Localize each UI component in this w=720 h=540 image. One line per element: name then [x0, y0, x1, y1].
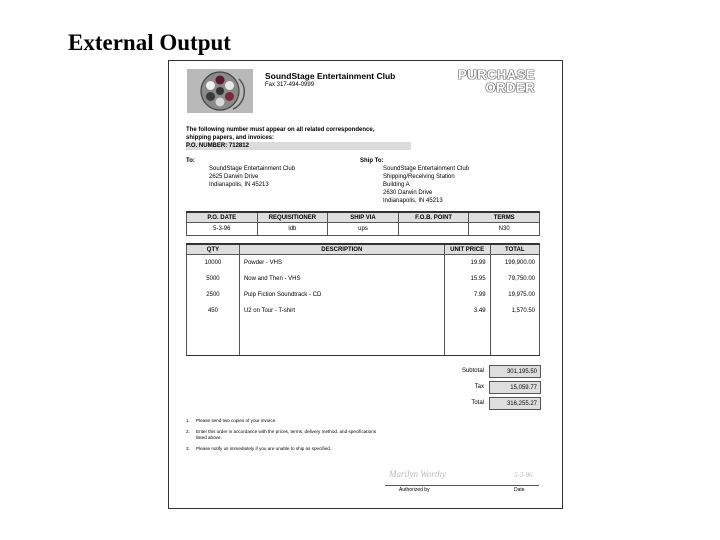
empty-cell [490, 319, 539, 356]
qty-cell: 450 [187, 303, 240, 319]
total-label: Total [471, 400, 484, 406]
col-requisitioner: REQUISITIONER [257, 212, 328, 223]
subtotal-value: 301,195.50 [489, 365, 541, 378]
description-cell: Pulp Fiction Soundtrack - CD [239, 287, 444, 303]
list-item [186, 429, 386, 441]
signature: Marilyn Worthy [389, 469, 446, 479]
qty-cell: 2500 [187, 287, 240, 303]
to-address [186, 157, 295, 189]
signature-date: 5-3-96 [514, 471, 533, 479]
unit-price-cell: 3.49 [444, 303, 490, 319]
po-date-cell: 5-3-96 [187, 223, 258, 236]
order-info-table [186, 211, 540, 236]
total-cell: 199,900.00 [490, 255, 539, 272]
ship-to-line: Indianapolis, IN 45213 [383, 198, 443, 204]
tax-label: Tax [474, 384, 484, 390]
table-row [187, 303, 540, 319]
po-notice [186, 126, 411, 150]
unit-price-cell: 15.95 [444, 271, 490, 287]
col-ship-via: SHIP VIA [328, 212, 399, 223]
note-text: Please send two copies of your invoice. [196, 418, 277, 423]
po-number: P.O. NUMBER: 712812 [186, 142, 411, 150]
terms-cell: N30 [469, 223, 540, 236]
date-label: Date [514, 487, 525, 493]
ship-to-line: Building A [383, 182, 410, 188]
purchase-order-document [168, 60, 563, 509]
order-info-row [187, 223, 540, 236]
notice-line-2: shipping papers, and invoices: [186, 135, 275, 141]
total-row [439, 395, 541, 411]
notice-line-1: The following number must appear on all related correspondence, [186, 127, 375, 133]
total-value: 316,255.27 [489, 397, 541, 410]
purchase-order-heading [431, 68, 535, 94]
total-cell: 79,750.00 [490, 271, 539, 287]
col-fob-point: F.O.B. POINT [398, 212, 469, 223]
items-header-row [187, 244, 540, 255]
col-terms: TERMS [469, 212, 540, 223]
ship-to-line: SoundStage Entertainment Club [383, 166, 470, 172]
order-info-header-row [187, 212, 540, 223]
description-cell: Now and Then - VHS [239, 271, 444, 287]
note-number: 2. [186, 429, 190, 434]
col-qty: QTY [187, 244, 240, 255]
list-item [186, 446, 386, 452]
note-number: 3. [186, 446, 190, 451]
col-total: TOTAL [490, 244, 539, 255]
note-text: Enter this order in accordance with the prices, terms, delivery method, and specifications listed above. [196, 429, 377, 440]
ship-to-line: 2630 Darwin Drive [383, 190, 433, 196]
subtotal-row [439, 363, 541, 379]
empty-cell [187, 319, 240, 356]
total-cell: 1,570.50 [490, 303, 539, 319]
notes-list [186, 418, 386, 457]
film-reel-logo [187, 69, 253, 113]
note-text: Please notify us immediately if you are unable to ship as specified. [196, 446, 332, 451]
to-label: To: [186, 158, 195, 164]
qty-cell: 10000 [187, 255, 240, 272]
totals-block [439, 363, 541, 411]
to-line: SoundStage Entertainment Club [209, 166, 296, 172]
heading-line-2: ORDER [485, 80, 535, 95]
empty-row [187, 319, 540, 356]
authorized-by-label: Authorized by [399, 487, 430, 493]
ship-via-cell: ups [328, 223, 399, 236]
col-po-date: P.O. DATE [187, 212, 258, 223]
note-number: 1. [186, 418, 190, 423]
company-fax: Fax 317-494-0999 [265, 82, 315, 88]
tax-value: 15,059.77 [489, 381, 541, 394]
heading-line-1: PURCHASE [458, 67, 535, 82]
empty-cell [239, 319, 444, 356]
tax-row [439, 379, 541, 395]
fob-point-cell [398, 223, 469, 236]
description-cell: Powder - VHS [239, 255, 444, 272]
ship-to-label: Ship To: [360, 158, 384, 164]
col-unit-price: UNIT PRICE [444, 244, 490, 255]
ship-to-address [360, 157, 469, 205]
to-line: 2625 Darwin Drive [209, 174, 259, 180]
requisitioner-cell: ldb [257, 223, 328, 236]
total-cell: 19,975.00 [490, 287, 539, 303]
company-name: SoundStage Entertainment Club [265, 71, 396, 81]
signature-line [385, 485, 539, 486]
description-cell: U2 on Tour - T-shirt [239, 303, 444, 319]
unit-price-cell: 19.99 [444, 255, 490, 272]
subtotal-label: Subtotal [461, 368, 484, 374]
unit-price-cell: 7.99 [444, 287, 490, 303]
table-row [187, 287, 540, 303]
ship-to-line: Shipping/Receiving Station [383, 174, 455, 180]
col-description: DESCRIPTION [239, 244, 444, 255]
to-line: Indianapolis, IN 45213 [209, 182, 269, 188]
list-item [186, 418, 386, 424]
empty-cell [444, 319, 490, 356]
table-row [187, 255, 540, 272]
table-row [187, 271, 540, 287]
qty-cell: 5000 [187, 271, 240, 287]
slide-title: External Output [68, 30, 231, 55]
items-table [186, 243, 540, 356]
